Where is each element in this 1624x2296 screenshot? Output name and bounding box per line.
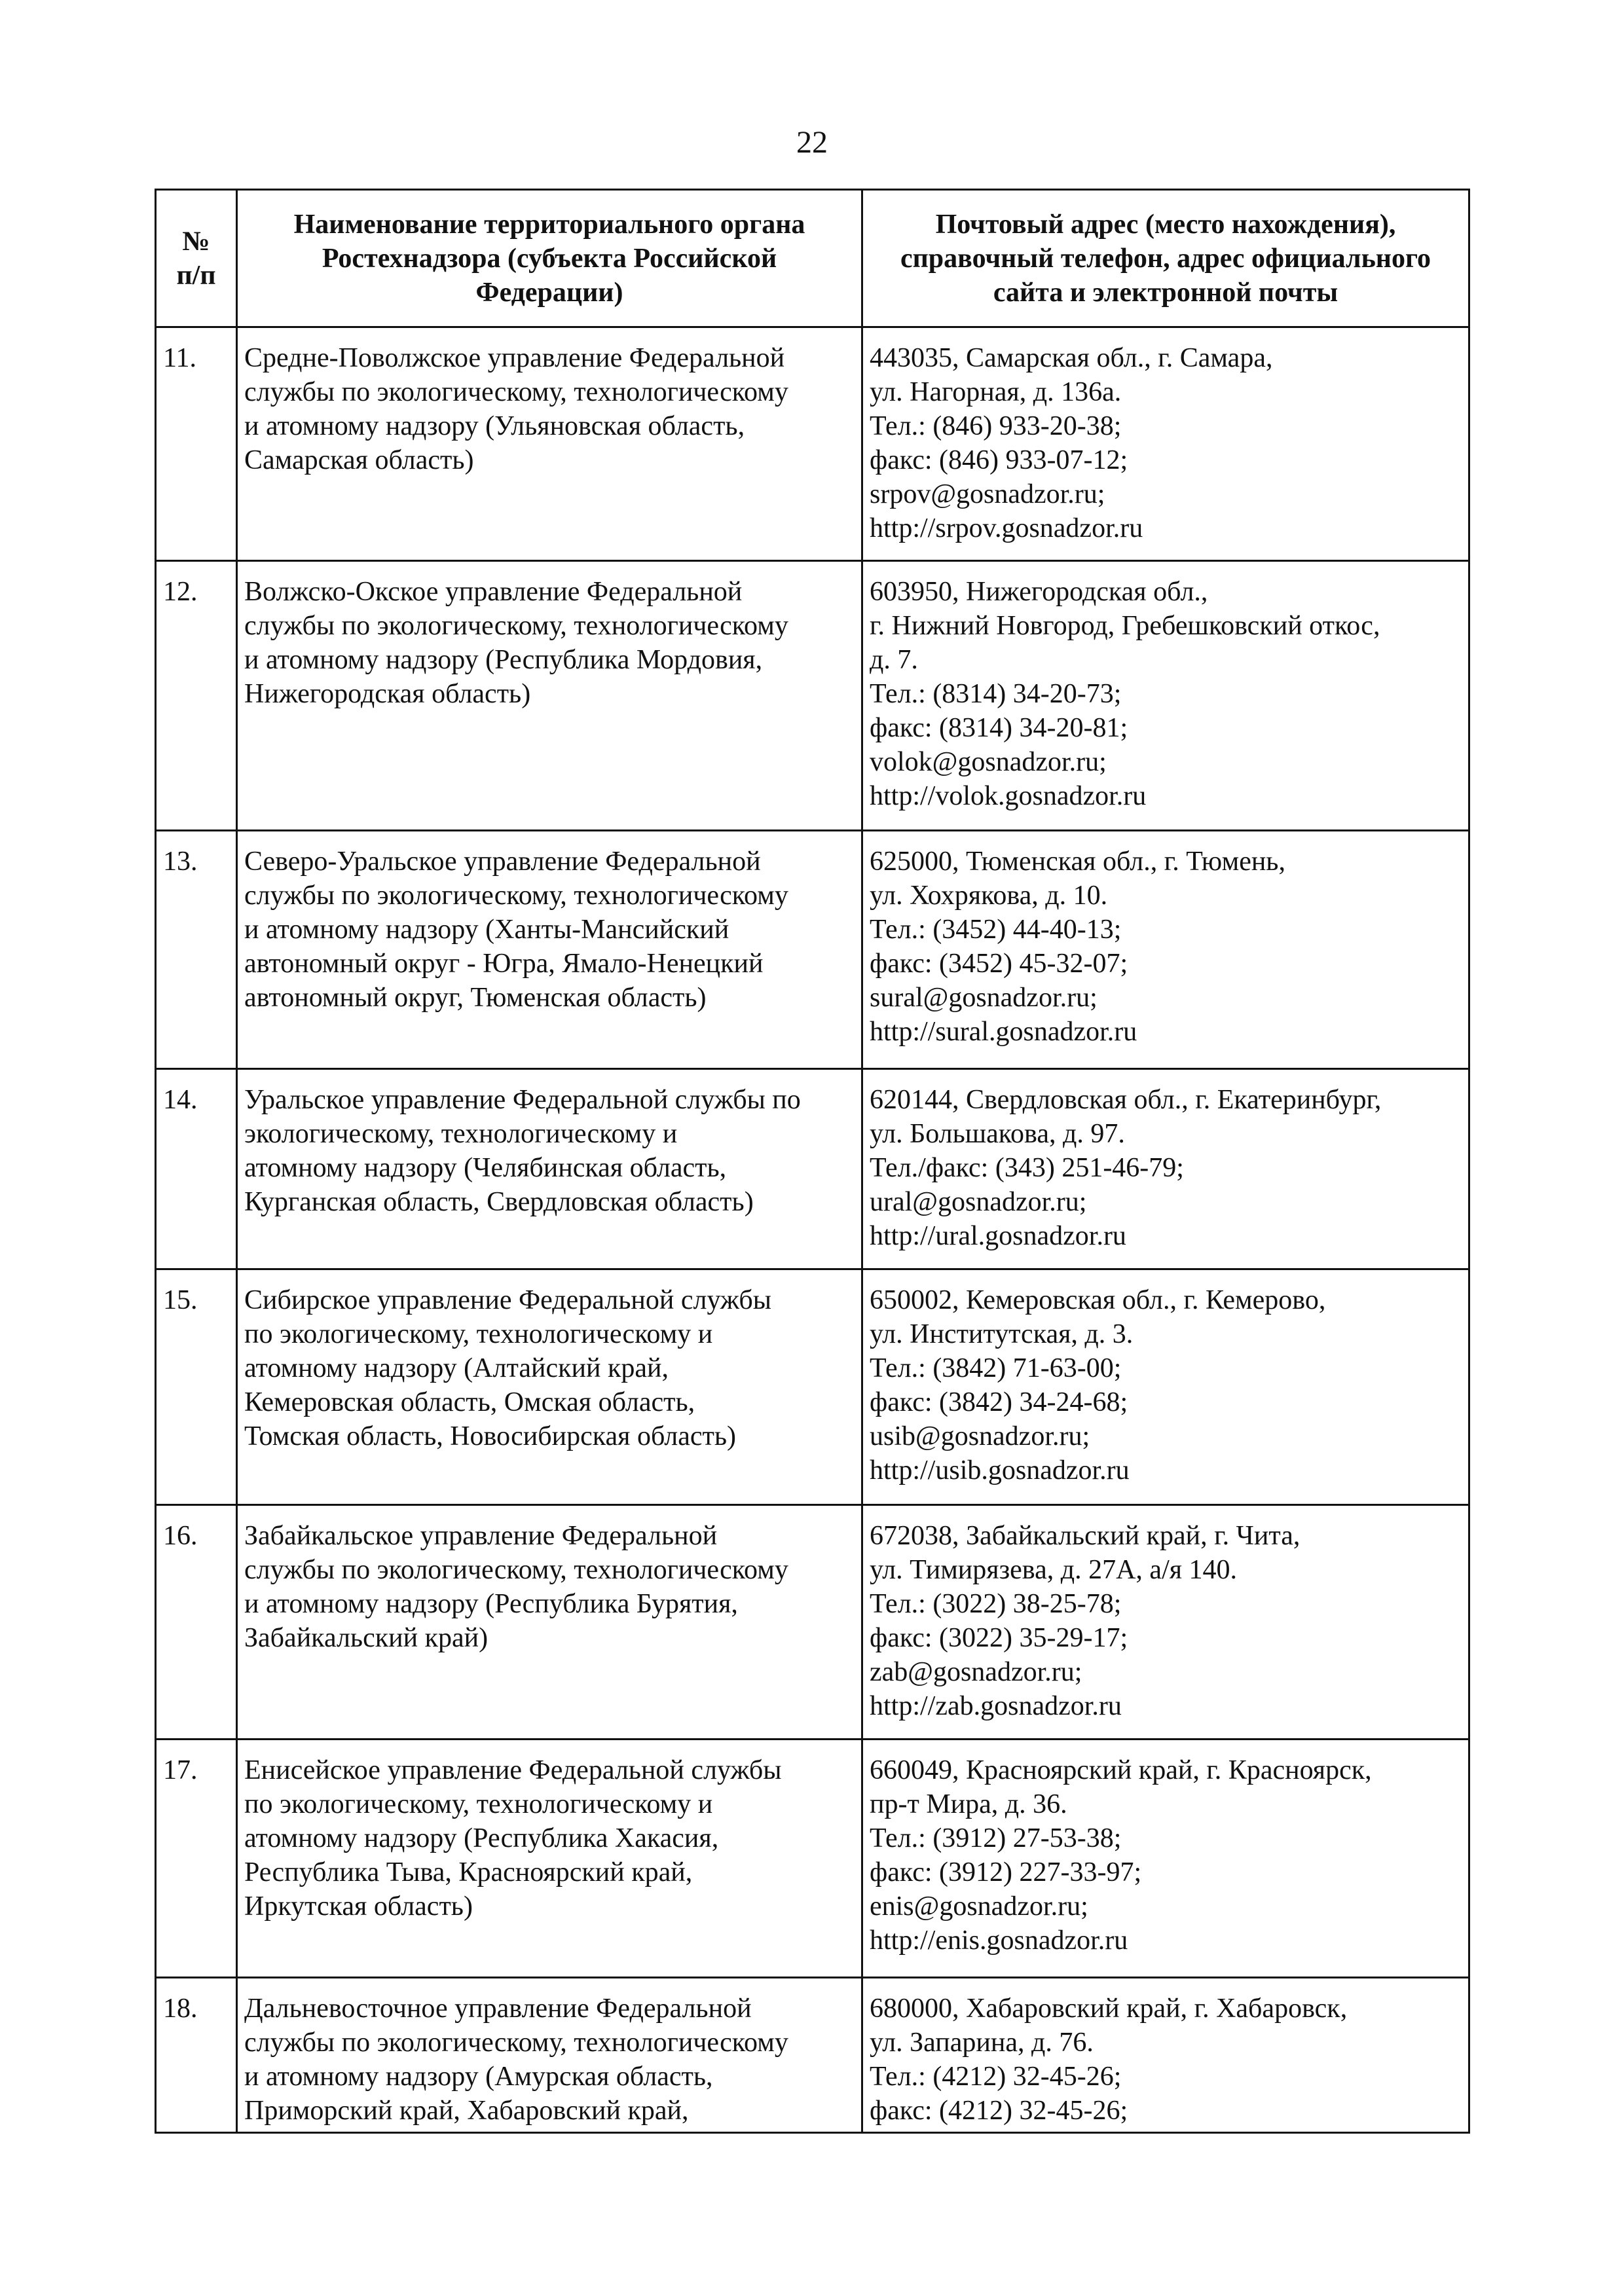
email-line: enis@gosnadzor.ru; [870,1891,1088,1922]
phone-line: Тел.: (4212) 32-45-26; [870,2062,1122,2092]
table-row [156,1978,1469,2133]
header-name [237,190,862,327]
body-name-cell [237,1978,862,2133]
territorial-bodies-table [155,189,1470,2134]
address-cell [862,327,1469,561]
header-address-line: сайта и электронной почты [993,277,1338,308]
fax-line: факс: (3842) 34-24-68; [870,1387,1128,1417]
body-name-line: экологическому, технологическому и [244,1119,678,1149]
table-row [156,831,1469,1069]
body-name-line: и атомному надзору (Амурская область, [244,2062,713,2092]
fax-line: факс: (846) 933-07-12; [870,445,1128,475]
body-name-line: Забайкальское управление Федеральной [244,1521,718,1551]
body-name-line: службы по экологическому, технологическому [244,1555,788,1585]
body-name-cell [237,1740,862,1978]
fax-line: факс: (3452) 45-32-07; [870,949,1128,979]
address-line: 660049, Красноярский край, г. Красноярск, [870,1755,1372,1785]
website-line: http://enis.gosnadzor.ru [870,1925,1128,1956]
header-name-line: Федерации) [475,277,623,308]
header-number-line: п/п [176,260,216,291]
body-name-cell [237,831,862,1069]
phone-fax-line: Тел./факс: (343) 251-46-79; [870,1153,1184,1183]
email-line: volok@gosnadzor.ru; [870,747,1107,777]
body-name-line: службы по экологическому, технологическому [244,611,788,641]
row-number: 18. [163,1994,198,2024]
website-line: http://srpov.gosnadzor.ru [870,513,1143,543]
body-name-cell [237,1269,862,1505]
body-name-cell [237,327,862,561]
address-line: 625000, Тюменская обл., г. Тюмень, [870,847,1285,877]
body-name-line: Енисейское управление Федеральной службы [244,1755,782,1785]
row-number: 16. [163,1521,198,1551]
body-name-line: Северо-Уральское управление Федеральной [244,847,761,877]
row-number-cell [156,327,237,561]
row-number: 11. [163,343,196,373]
email-line: zab@gosnadzor.ru; [870,1657,1082,1687]
body-name-line: атомному надзору (Алтайский край, [244,1353,669,1383]
email-line: sural@gosnadzor.ru; [870,983,1098,1013]
row-number: 13. [163,847,198,877]
body-name-line: Забайкальский край) [244,1623,489,1653]
email-line: ural@gosnadzor.ru; [870,1187,1087,1217]
address-line: ул. Нагорная, д. 136а. [870,377,1122,407]
body-name-line: Томская область, Новосибирская область) [244,1421,737,1451]
body-name-line: Дальневосточное управление Федеральной [244,1994,752,2024]
body-name-line: Курганская область, Свердловская область) [244,1187,754,1217]
body-name-line: Приморский край, Хабаровский край, [244,2096,689,2126]
website-line: http://sural.gosnadzor.ru [870,1017,1137,1047]
body-name-line: Сибирское управление Федеральной службы [244,1285,771,1315]
address-cell [862,1740,1469,1978]
body-name-line: Республика Тыва, Красноярский край, [244,1857,693,1887]
website-line: http://ural.gosnadzor.ru [870,1221,1126,1251]
address-cell [862,831,1469,1069]
address-line: 650002, Кемеровская обл., г. Кемерово, [870,1285,1326,1315]
body-name-line: по экологическому, технологическому и [244,1319,713,1349]
address-line: ул. Большакова, д. 97. [870,1119,1125,1149]
address-line: ул. Хохрякова, д. 10. [870,881,1108,911]
fax-line: факс: (3022) 35-29-17; [870,1623,1128,1653]
body-name-line: Средне-Поволжское управление Федеральной [244,343,785,373]
header-name-line: Ростехнадзора (субъекта Российской [322,243,777,274]
body-name-cell [237,1069,862,1269]
body-name-line: Волжско-Окское управление Федеральной [244,577,743,607]
phone-line: Тел.: (3022) 38-25-78; [870,1589,1122,1619]
row-number: 14. [163,1085,198,1115]
body-name-line: и атомному надзору (Ульяновская область, [244,411,745,441]
address-line: 620144, Свердловская обл., г. Екатеринбург, [870,1085,1382,1115]
body-name-line: Кемеровская область, Омская область, [244,1387,695,1417]
fax-line: факс: (8314) 34-20-81; [870,713,1128,743]
address-line: пр-т Мира, д. 36. [870,1789,1067,1819]
website-line: http://zab.gosnadzor.ru [870,1691,1122,1721]
row-number-cell [156,831,237,1069]
body-name-line: Иркутская область) [244,1891,473,1922]
phone-line: Тел.: (3912) 27-53-38; [870,1823,1122,1853]
address-cell [862,1069,1469,1269]
body-name-line: Уральское управление Федеральной службы по [244,1085,801,1115]
header-name-line: Наименование территориального органа [293,209,805,240]
body-name-line: автономный округ, Тюменская область) [244,983,707,1013]
body-name-line: Нижегородская область) [244,679,531,709]
website-line: http://volok.gosnadzor.ru [870,781,1147,811]
website-line: http://usib.gosnadzor.ru [870,1455,1130,1485]
address-line: г. Нижний Новгород, Гребешковский откос, [870,611,1380,641]
row-number-cell [156,1269,237,1505]
fax-line: факс: (4212) 32-45-26; [870,2096,1128,2126]
table-row [156,1505,1469,1740]
body-name-line: атомному надзору (Челябинская область, [244,1153,727,1183]
address-cell [862,1269,1469,1505]
body-name-line: по экологическому, технологическому и [244,1789,713,1819]
table-row [156,1269,1469,1505]
row-number-cell [156,1740,237,1978]
address-line: 672038, Забайкальский край, г. Чита, [870,1521,1301,1551]
body-name-line: и атомному надзору (Ханты-Мансийский [244,915,729,945]
page-number: 22 [796,125,828,160]
header-number [156,190,237,327]
body-name-line: и атомному надзору (Республика Бурятия, [244,1589,738,1619]
body-name-line: и атомному надзору (Республика Мордовия, [244,645,763,675]
address-line: ул. Запарина, д. 76. [870,2028,1094,2058]
address-line: 680000, Хабаровский край, г. Хабаровск, [870,1994,1348,2024]
body-name-line: службы по экологическому, технологическому [244,377,788,407]
address-cell [862,561,1469,831]
address-line: ул. Институтская, д. 3. [870,1319,1134,1349]
address-cell [862,1978,1469,2133]
table-header-row [156,190,1469,327]
row-number-cell [156,1978,237,2133]
fax-line: факс: (3912) 227-33-97; [870,1857,1142,1887]
email-line: srpov@gosnadzor.ru; [870,479,1105,509]
header-address-line: справочный телефон, адрес официального [900,243,1431,274]
row-number: 12. [163,577,198,607]
body-name-line: службы по экологическому, технологическому [244,881,788,911]
phone-line: Тел.: (3452) 44-40-13; [870,915,1122,945]
phone-line: Тел.: (8314) 34-20-73; [870,679,1122,709]
header-address-line: Почтовый адрес (место нахождения), [935,209,1396,240]
table-row [156,1740,1469,1978]
phone-line: Тел.: (3842) 71-63-00; [870,1353,1122,1383]
table-row [156,561,1469,831]
header-number-line: № [182,226,210,257]
row-number-cell [156,561,237,831]
body-name-cell [237,1505,862,1740]
phone-line: Тел.: (846) 933-20-38; [870,411,1122,441]
address-line: ул. Тимирязева, д. 27А, а/я 140. [870,1555,1238,1585]
row-number: 15. [163,1285,198,1315]
address-line: 443035, Самарская обл., г. Самара, [870,343,1273,373]
address-line: 603950, Нижегородская обл., [870,577,1208,607]
header-address [862,190,1469,327]
body-name-line: службы по экологическому, технологическому [244,2028,788,2058]
table-row [156,1069,1469,1269]
row-number-cell [156,1505,237,1740]
body-name-cell [237,561,862,831]
body-name-line: атомному надзору (Республика Хакасия, [244,1823,719,1853]
address-cell [862,1505,1469,1740]
table-row [156,327,1469,561]
address-line: д. 7. [870,645,918,675]
body-name-line: автономный округ - Югра, Ямало-Ненецкий [244,949,764,979]
row-number-cell [156,1069,237,1269]
email-line: usib@gosnadzor.ru; [870,1421,1090,1451]
body-name-line: Самарская область) [244,445,474,475]
row-number: 17. [163,1755,198,1785]
